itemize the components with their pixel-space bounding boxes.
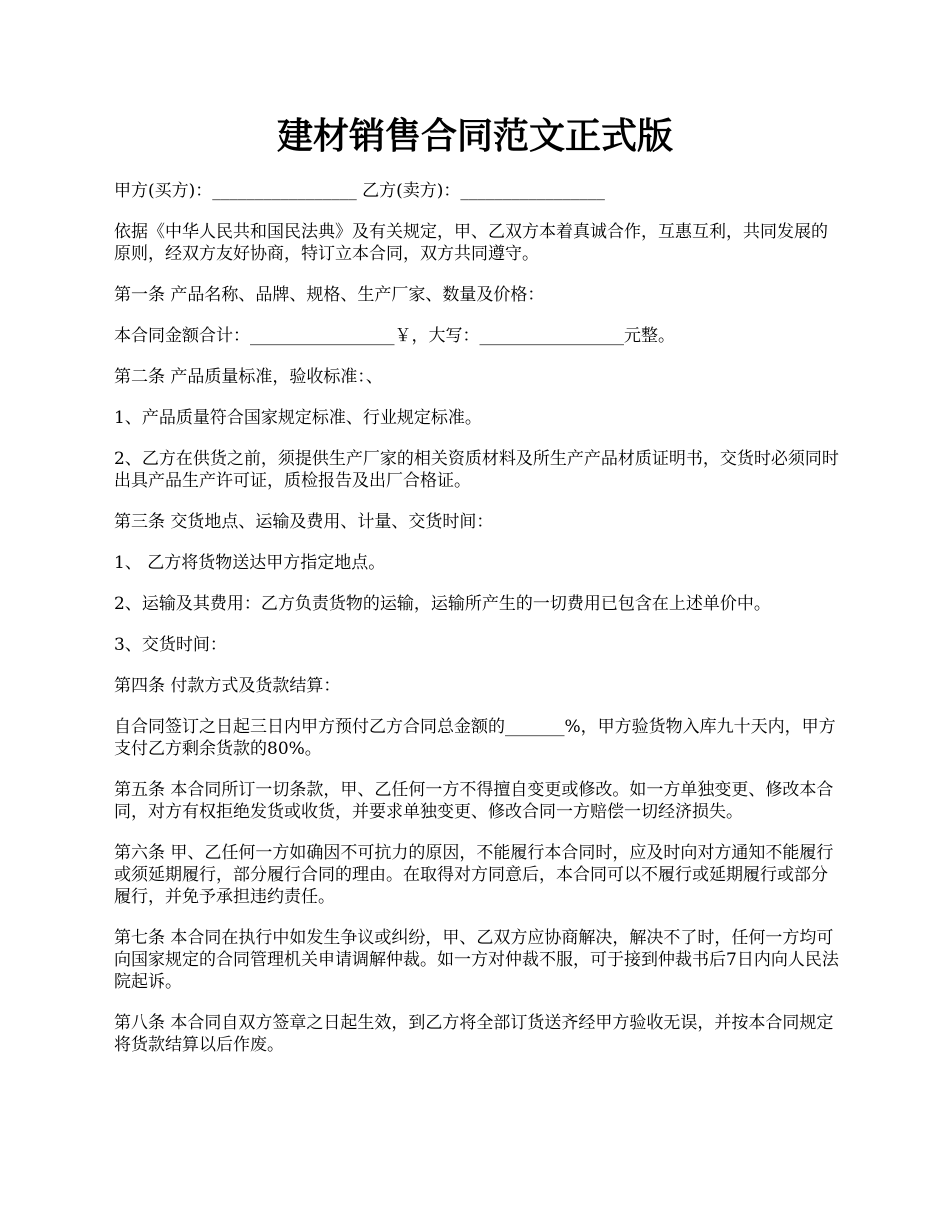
article-4-heading: 第四条 付款方式及货款结算： [114, 676, 341, 696]
article-3-item-2: 2、运输及其费用：乙方负责货物的运输，运输所产生的一切费用已包含在上述单价中。 [114, 594, 771, 614]
article-3-item-3: 3、交货时间： [114, 635, 227, 655]
article-2-item-2: 2、乙方在供货之前，须提供生产厂家的相关资质材料及所生产产品材质证明书，交货时必须同时出具产品生产许可证，质检报告及出厂合格证。 [114, 449, 839, 491]
article-6: 第六条 甲、乙任何一方如确因不可抗力的原因，不能履行本合同时，应及时向对方通知不能履行或须延期履行，部分履行合同的理由。在取得对方同意后，本合同可以不履行或延期履行或部分履行，并免予承担违约责任。 [114, 843, 834, 907]
article-2-item-1: 1、产品质量符合国家规定标准、行业规定标准。 [114, 408, 482, 428]
article-1-heading: 第一条 产品名称、品牌、规格、生产厂家、数量及价格： [114, 285, 545, 305]
contract-amount-line: 本合同金额合计：_________________￥，大写：_________________元整。 [114, 326, 675, 346]
preamble-paragraph: 依据《中华人民共和国民法典》及有关规定，甲、乙双方本着真诚合作，互惠互利，共同发展的原则，经双方友好协商，特订立本合同，双方共同遵守。 [114, 222, 828, 264]
article-8: 第八条 本合同自双方签章之日起生效，到乙方将全部订货送齐经甲方验收无误，并按本合同规定将货款结算以后作废。 [114, 1013, 834, 1055]
article-7: 第七条 本合同在执行中如发生争议或纠纷，甲、乙双方应协商解决，解决不了时，任何一方均可向国家规定的合同管理机关申请调解仲裁。如一方对仲裁不服，可于接到仲裁书后7日内向人民法院起诉。 [114, 928, 839, 992]
article-3-heading: 第三条 交货地点、运输及费用、计量、交货时间： [114, 512, 494, 532]
party-line: 甲方(买方)：_________________ 乙方(卖方)：_________________ [114, 181, 605, 201]
article-5: 第五条 本合同所订一切条款，甲、乙任何一方不得擅自变更或修改。如一方单独变更、修改本合同，对方有权拒绝发货或收货，并要求单独变更、修改合同一方赔偿一切经济损失。 [114, 780, 834, 822]
article-4-body: 自合同签订之日起三日内甲方预付乙方合同总金额的_______%，甲方验货物入库九十天内，甲方支付乙方剩余货款的80%。 [114, 717, 836, 759]
article-2-heading: 第二条 产品质量标准，验收标准：、 [114, 367, 383, 387]
document-title: 建材销售合同范文正式版 [276, 115, 673, 157]
article-3-item-1: 1、 乙方将货物送达甲方指定地点。 [114, 553, 386, 573]
document-body [114, 180, 840, 1075]
